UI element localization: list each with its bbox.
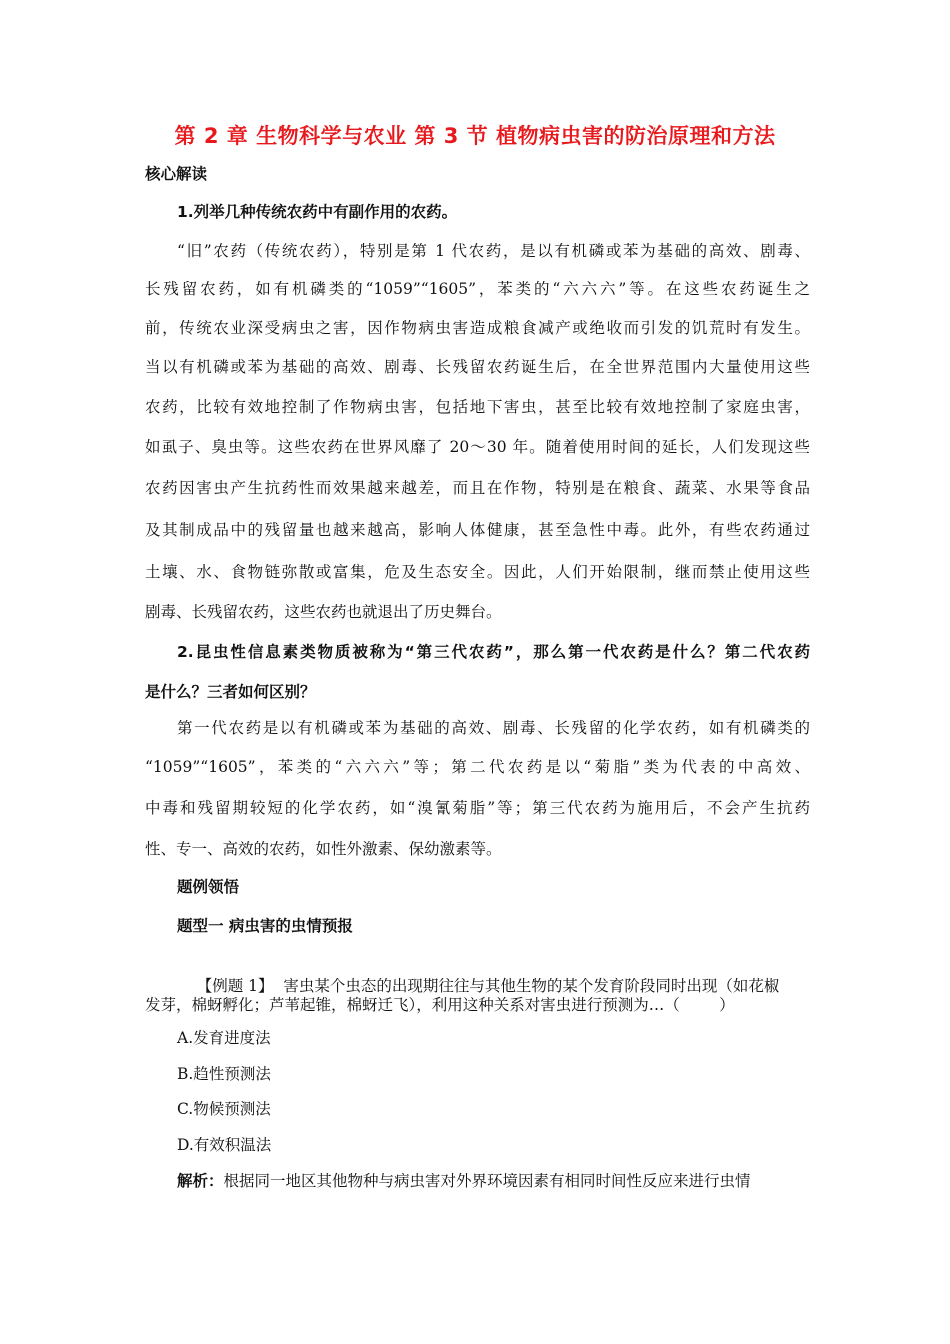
option-d: D.有效积温法 xyxy=(177,1136,272,1154)
q1-paragraph-line: 当以有机磷或苯为基础的高效、剧毒、长残留农药诞生后，在全世界范围内大量使用这些 xyxy=(145,358,810,376)
q1-paragraph-line: 土壤、水、食物链弥散或富集，危及生态安全。因此，人们开始限制，继而禁止使用这些 xyxy=(145,563,810,581)
q2-paragraph-line: 性、专一、高效的农药，如性外激素、保幼激素等。 xyxy=(145,840,502,858)
analysis-text: 根据同一地区其他物种与病虫害对外界环境因素有相同时间性反应来进行虫情 xyxy=(223,1172,751,1190)
example-label: 【例题 1】 xyxy=(196,977,274,995)
question-type-heading: 题型一 病虫害的虫情预报 xyxy=(177,917,353,935)
question-1-heading: 1.列举几种传统农药中有副作用的农药。 xyxy=(177,203,458,221)
q1-paragraph-line: 如虱子、臭虫等。这些农药在世界风靡了 20～30 年。随着使用时间的延长，人们发现这些 xyxy=(145,438,810,456)
q2-paragraph-line: “1059”“1605”，苯类的“六六六”等；第二代农药是以“菊脂”类为代表的中高效、 xyxy=(145,758,810,776)
question-2-heading-cont: 是什么？三者如何区别？ xyxy=(145,683,316,701)
analysis-label: 解析： xyxy=(177,1172,224,1190)
option-a: A.发育进度法 xyxy=(177,1029,271,1047)
analysis-line xyxy=(177,1170,810,1192)
q2-paragraph-line: 第一代农药是以有机磷或苯为基础的高效、剧毒、长残留的化学农药，如有机磷类的 xyxy=(177,719,810,737)
q1-paragraph-line: 前，传统农业深受病虫之害，因作物病虫害造成粮食减产或绝收而引发的饥荒时有发生。 xyxy=(145,319,810,337)
option-b: B.趋性预测法 xyxy=(177,1065,271,1083)
q1-paragraph-line: “旧”农药（传统农药），特别是第 1 代农药，是以有机磷或苯为基础的高效、剧毒、 xyxy=(177,242,810,260)
q1-paragraph-line: 农药因害虫产生抗药性而效果越来越差，而且在作物，特别是在粮食、蔬菜、水果等食品 xyxy=(145,479,810,497)
section-heading-core: 核心解读 xyxy=(145,165,208,183)
option-c: C.物候预测法 xyxy=(177,1100,271,1118)
question-2-heading: 2.昆虫性信息素类物质被称为“第三代农药”，那么第一代农药是什么？第二代农药 xyxy=(177,643,810,661)
q1-paragraph-line: 长残留农药，如有机磷类的“1059”“1605”，苯类的“六六六”等。在这些农药诞生之 xyxy=(145,280,810,298)
example-1-line: 发芽，棉蚜孵化；芦苇起锥，棉蚜迁飞），利用这种关系对害虫进行预测为…（ ） xyxy=(145,996,735,1014)
q1-paragraph-line: 及其制成品中的残留量也越来越高，影响人体健康，甚至急性中毒。此外，有些农药通过 xyxy=(145,521,810,539)
q1-paragraph-line: 剧毒、长残留农药，这些农药也就退出了历史舞台。 xyxy=(145,603,502,621)
q2-paragraph-line: 中毒和残留期较短的化学农药，如“溴氰菊脂”等；第三代农药为施用后，不会产生抗药 xyxy=(145,799,810,817)
example-text: 害虫某个虫态的出现期往往与其他生物的某个发育阶段同时出现（如花椒 xyxy=(273,977,780,995)
page-title: 第 2 章 生物科学与农业 第 3 节 植物病虫害的防治原理和方法 xyxy=(174,124,776,148)
section-heading-examples: 题例领悟 xyxy=(177,878,240,896)
q1-paragraph-line: 农药，比较有效地控制了作物病虫害，包括地下害虫，甚至比较有效地控制了家庭虫害， xyxy=(145,398,810,416)
